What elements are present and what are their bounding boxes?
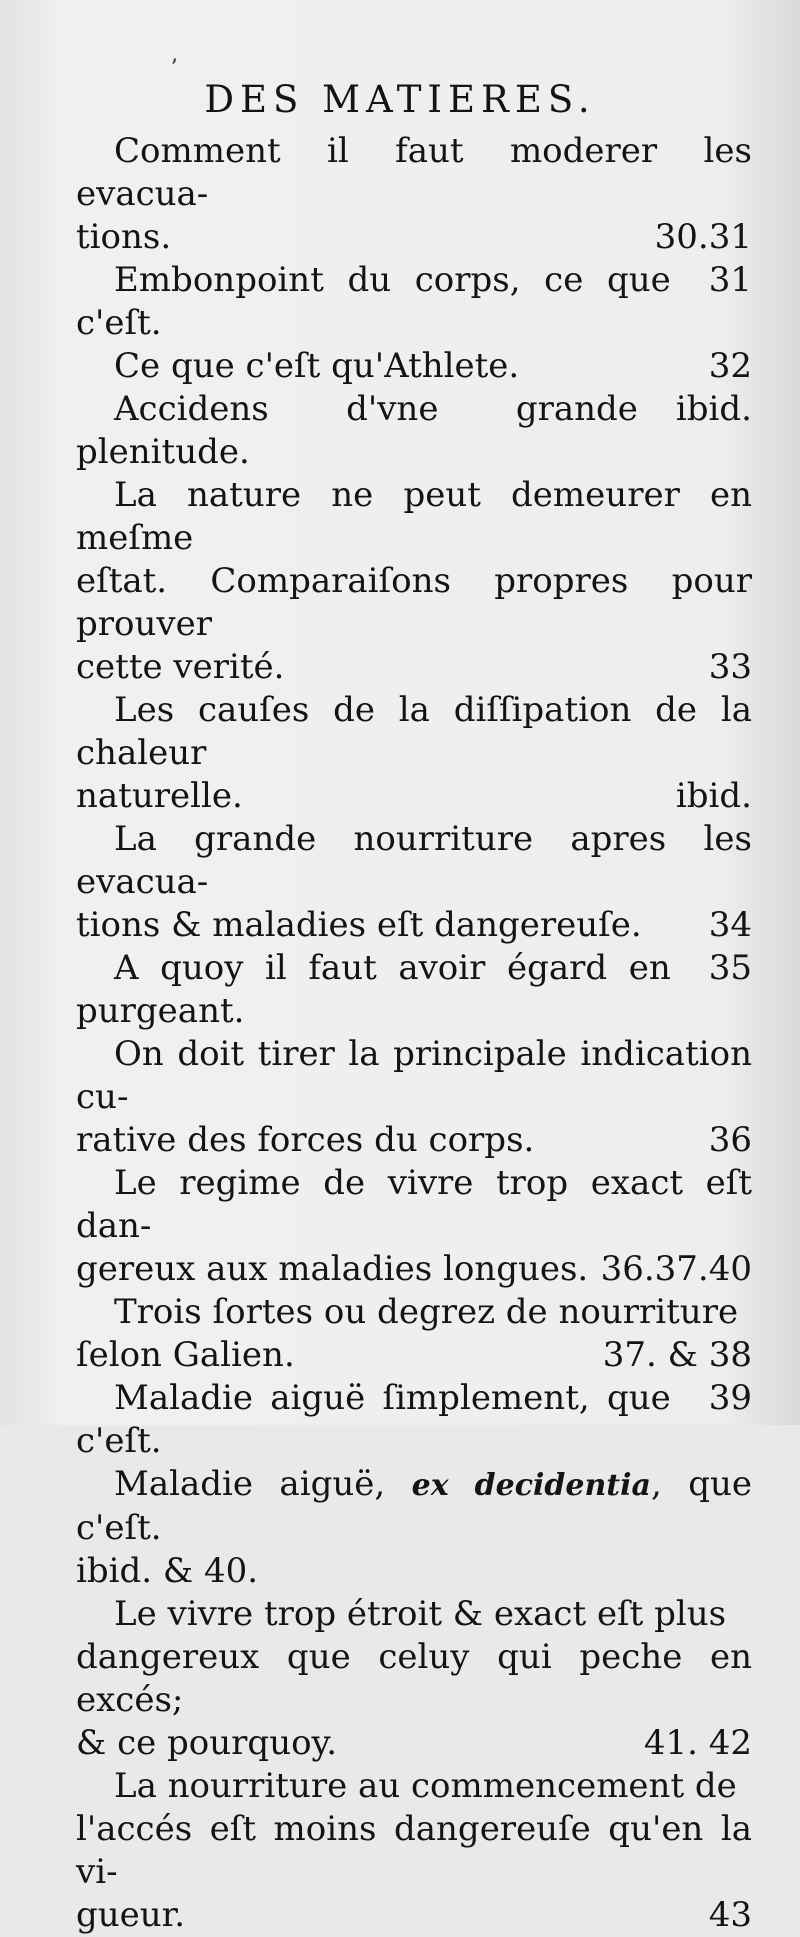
page-ref: 31 — [708, 260, 752, 300]
entry-text: Embonpoint du corps, ce que c'eſt. — [76, 260, 671, 343]
index-entry — [76, 345, 752, 388]
page-ref: ibid. — [675, 389, 752, 429]
index-entry — [76, 1463, 752, 1593]
entry-text: ſelon Galien. — [76, 1335, 295, 1375]
entry-text: naturelle. — [76, 776, 243, 816]
page-ref: 35 — [708, 948, 752, 988]
entry-line: Trois ſortes ou degrez de nourriture — [114, 1292, 739, 1332]
page-header: DES MATIERES. — [204, 78, 596, 121]
entry-line: La nourriture au commencement de — [114, 1766, 737, 1806]
page-ref: 41. 42 — [643, 1723, 752, 1763]
entry-italic-term: ex decidentia — [411, 1468, 651, 1503]
page-ref: 36.37.40 — [600, 1249, 752, 1289]
page-ref: 36 — [708, 1120, 752, 1160]
index-entry — [76, 818, 752, 947]
entry-line: Le regime de vivre trop exact eſt dan- — [76, 1163, 752, 1246]
page-ref: 43 — [708, 1895, 752, 1935]
entry-line: Comment il faut moderer les evacua- — [76, 131, 752, 214]
entry-line: l'accés eſt moins dangereuſe qu'en la vi- — [76, 1809, 752, 1892]
index-entries — [76, 130, 752, 1937]
entry-line: La grande nourriture apres les evacua- — [76, 819, 752, 902]
page-ref: 33 — [708, 647, 752, 687]
page-ref: 39 — [708, 1378, 752, 1418]
entry-text: , que c'eſt. — [76, 1464, 752, 1548]
index-entry — [76, 388, 752, 474]
entry-line: Le vivre trop étroit & exact eſt plus — [114, 1594, 727, 1634]
page-ref: 37. & 38 — [602, 1335, 752, 1375]
entry-text: gereux aux maladies longues. — [76, 1249, 589, 1289]
page-ref: 30.31 — [654, 217, 752, 257]
entry-text: rative des forces du corps. — [76, 1120, 535, 1160]
entry-line: On doit tirer la principale indication cu- — [76, 1034, 752, 1117]
entry-text: Accidens d'vne grande plenitude. — [76, 389, 638, 472]
index-entry — [76, 1593, 752, 1765]
entry-text: tions. — [76, 217, 172, 257]
entry-text: Ce que c'eſt qu'Athlete. — [114, 346, 520, 386]
index-entry — [76, 130, 752, 259]
entry-line: eſtat. Comparaiſons propres pour prouver — [76, 561, 752, 644]
index-entry — [76, 947, 752, 1033]
page-ref: 32 — [708, 346, 752, 386]
entry-text: cette verité. — [76, 647, 285, 687]
entry-text: A quoy il faut avoir égard en purgeant. — [76, 948, 671, 1031]
index-entry — [76, 474, 752, 689]
entry-line: dangereux que celuy qui peche en excés; — [76, 1637, 752, 1720]
page-ref: 34 — [708, 905, 752, 945]
ink-mark: ʼ — [170, 56, 177, 81]
entry-line: La nature ne peut demeurer en meſme — [76, 475, 752, 558]
entry-text: tions & maladies eſt dangereuſe. — [76, 905, 642, 945]
index-entry — [76, 1291, 752, 1377]
entry-text: gueur. — [76, 1895, 186, 1935]
index-entry — [76, 1765, 752, 1937]
page-ref: ibid. — [675, 776, 752, 816]
index-entry — [76, 1162, 752, 1291]
entry-text: Maladie aiguë ſimplement, que c'eſt. — [76, 1378, 671, 1461]
index-entry — [76, 259, 752, 345]
entry-text: Maladie aiguë, — [114, 1464, 386, 1504]
index-entry — [76, 689, 752, 818]
page-ref: ibid. & 40. — [76, 1551, 259, 1591]
index-entry — [76, 1033, 752, 1162]
entry-text: & ce pourquoy. — [76, 1723, 338, 1763]
index-entry — [76, 1377, 752, 1463]
entry-line: Les cauſes de la diſſipation de la chaleur — [76, 690, 752, 773]
